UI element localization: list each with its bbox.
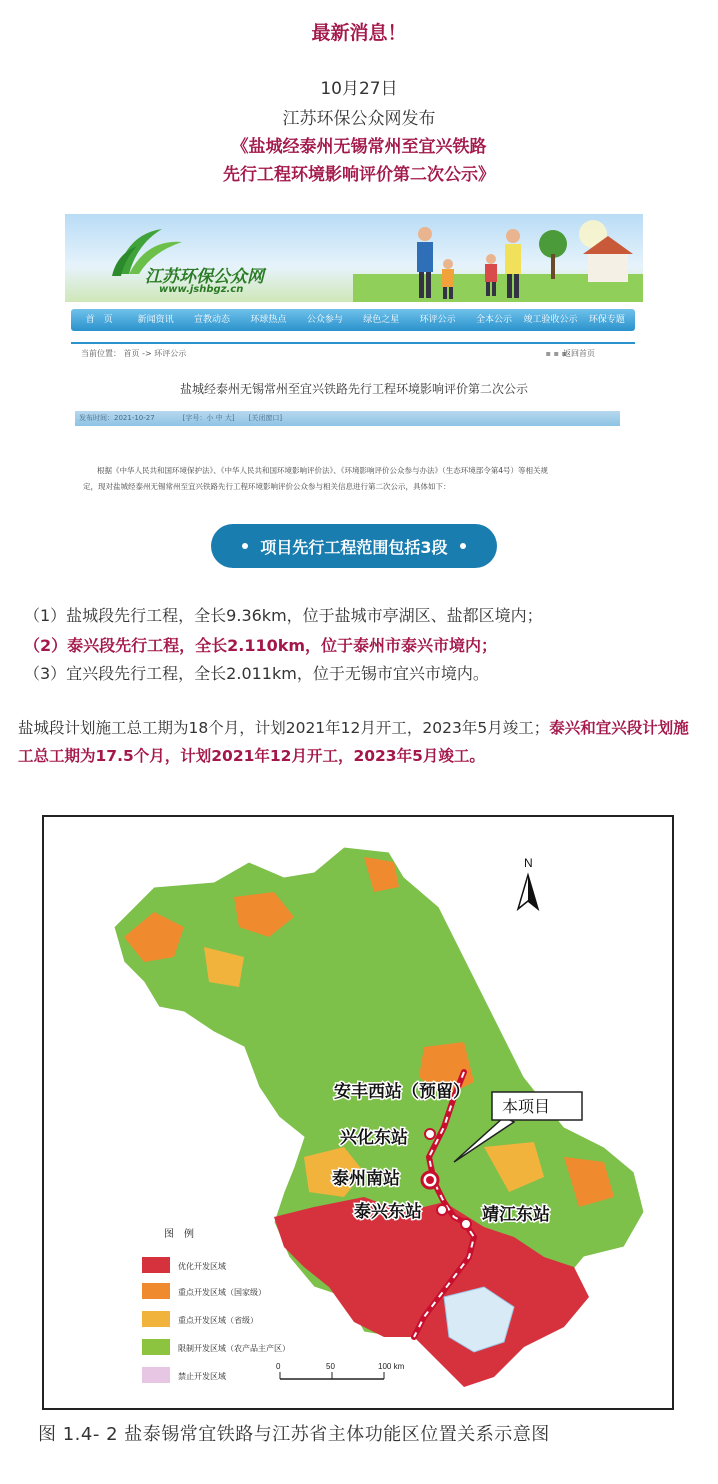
site-logo-text: 江苏环保公众网 [145, 267, 264, 287]
legend-label: 优化开发区域 [178, 1262, 226, 1271]
scale-label: 100 km [378, 1362, 405, 1371]
legend-swatch [142, 1283, 170, 1299]
jiangsu-function-zone-map [44, 817, 674, 1410]
station-label: 泰兴东站 [354, 1202, 422, 1222]
section-pill-label: 项目先行工程范围包括3段 [260, 537, 448, 557]
scale-label: 0 [276, 1362, 281, 1371]
legend-label: 限制开发区域（农产品主产区） [178, 1344, 290, 1353]
scale-label: 50 [326, 1362, 335, 1371]
legend-title: 图 例 [164, 1229, 194, 1240]
nav-item-education: 宣教动态 [194, 315, 231, 325]
site-breadcrumb-bar [71, 342, 635, 364]
toolbar-icons: ▪ ▪ ▪ [545, 349, 567, 358]
site-home-link: 返回首页 [563, 349, 595, 358]
legend-swatch [142, 1311, 170, 1327]
nav-item-eia: 环评公示 [419, 315, 456, 325]
nav-item-home: 首 页 [85, 315, 113, 325]
station-label: 兴化东站 [340, 1128, 408, 1148]
section-pill [211, 524, 497, 568]
site-banner [65, 214, 643, 302]
map-figure [42, 815, 674, 1410]
nav-item-acceptance: 竣工验收公示 [523, 315, 578, 325]
site-body-line: 定，现对盐城经泰州无锡常州至宜兴铁路先行工程环境影响评价公众参与相关信息进行第二次公示，具体如下： [83, 482, 451, 491]
legend-label: 重点开发区域（省级） [178, 1316, 258, 1325]
schedule-normal: 盐城段计划施工总工期为18个月，计划2021年12月开工，2023年5月竣工； [18, 719, 550, 737]
site-breadcrumb: 当前位置： 首页 -> 环评公示 [81, 349, 187, 358]
legend-label: 重点开发区域（国家级） [178, 1288, 266, 1297]
nav-item-global: 环球热点 [250, 315, 287, 325]
station-xinghua-east-marker [425, 1129, 435, 1139]
segment-item: （3）宜兴段先行工程，全长2.011km，位于无锡市宜兴市境内。 [24, 664, 489, 683]
publisher: 江苏环保公众网发布 [282, 109, 436, 129]
segment-item: （1）盐城段先行工程，全长9.36km，位于盐城市亭湖区、盐都区境内； [24, 606, 543, 625]
nav-item-public: 公众参与 [306, 315, 343, 325]
station-label: 安丰西站（预留） [334, 1082, 470, 1102]
family-scene-image [353, 214, 643, 302]
station-label: 泰州南站 [332, 1169, 400, 1189]
site-article-body [83, 463, 628, 495]
article-title-line2: 先行工程环境影响评价第二次公示》 [223, 165, 495, 185]
site-nav-bar [71, 309, 635, 331]
segment-item-text: （2）泰兴段先行工程，全长2.110km，位于泰州市泰兴市境内； [24, 636, 498, 655]
figure-caption: 图 1.4- 2 盐泰锡常宜铁路与江苏省主体功能区位置关系示意图 [38, 1424, 550, 1445]
station-taizhou-south-center [426, 1176, 434, 1184]
station-taixing-east-marker [437, 1205, 447, 1215]
bullet-dot-icon [460, 543, 466, 549]
station-jingjiang-east-marker [461, 1219, 471, 1229]
nav-item-green-star: 绿色之星 [363, 315, 400, 325]
headline: 最新消息！ [311, 22, 407, 44]
legend-swatch [142, 1257, 170, 1273]
nav-item-full: 全本公示 [476, 315, 513, 325]
legend-swatch [142, 1367, 170, 1383]
nav-item-news: 新闻资讯 [137, 315, 174, 325]
site-url: www.jshbgz.cn [159, 284, 244, 295]
website-screenshot [65, 214, 643, 497]
legend-swatch [142, 1339, 170, 1355]
segment-item-highlight [24, 633, 497, 656]
nav-item-topics: 环保专题 [588, 315, 625, 325]
site-body-line: 根据《中华人民共和国环境保护法》、《中华人民共和国环境影响评价法》、《环境影响评价公众参与办法》（生态环境部令第4号）等相关规 [97, 466, 549, 475]
site-article-title: 盐城经泰州无锡常州至宜兴铁路先行工程环境影响评价第二次公示 [179, 382, 528, 396]
article-title-line1: 《盐城经泰州无锡常州至宜兴铁路 [231, 137, 487, 157]
north-label: N [524, 856, 533, 870]
site-article-meta: 发布时间：2021-10-27 [字号：小 中 大] [关闭窗口] [75, 411, 620, 426]
station-label: 靖江东站 [482, 1205, 550, 1225]
callout-label: 本项目 [502, 1099, 551, 1116]
legend-label: 禁止开发区域 [178, 1372, 226, 1381]
post-date: 10月27日 [320, 79, 398, 99]
schedule-highlight: 泰兴和宜兴段计划施工总工期为17.5个月，计划2021年12月开工，2023年5月竣工。 [18, 719, 689, 765]
schedule-paragraph [18, 714, 703, 770]
bullet-dot-icon [242, 543, 248, 549]
